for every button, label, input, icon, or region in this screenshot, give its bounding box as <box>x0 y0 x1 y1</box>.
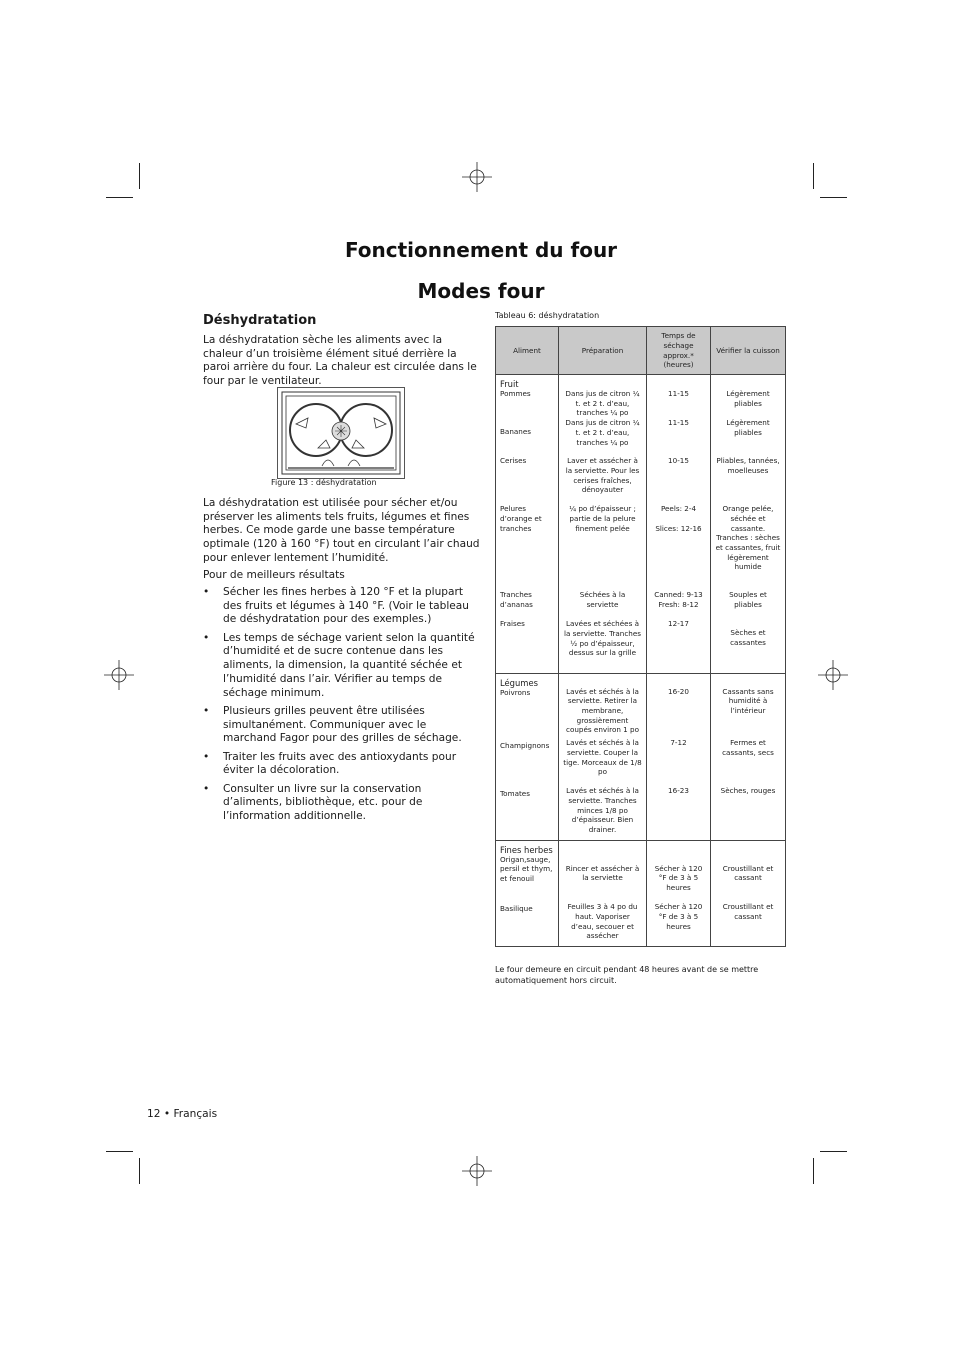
crop-mark <box>139 163 140 189</box>
food-cell: Tranches d’ananas <box>496 590 559 619</box>
prep-cell: Laver et assécher à la serviette. Pour les cerises fraîches, dénoyauter <box>559 456 647 504</box>
check-cell: Cassants sans humidité à l’intérieur <box>711 673 786 738</box>
crop-mark <box>106 197 133 198</box>
check-cell: Fermes et cassants, secs <box>711 738 786 786</box>
column-header: Vérifier la cuisson <box>711 327 786 375</box>
check-cell: Légèrement pliables <box>711 375 786 419</box>
check-cell: Croustillant et cassant <box>711 840 786 902</box>
group-title: Fruit <box>500 379 519 389</box>
time-cell: 7-12 <box>647 738 711 786</box>
check-cell: Orange pelée, séchée et cassante. Tranches : sèches et cassantes, fruit légèrement humide <box>711 504 786 590</box>
time-cell: Canned: 9-13 Fresh: 8-12 <box>647 590 711 619</box>
check-cell: Sèches et cassantes <box>711 619 786 673</box>
prep-cell: Dans jus de citron ¼ t. et 2 t. d’eau, tranches ¼ po <box>559 418 647 456</box>
table-row <box>496 456 786 504</box>
tips-heading: Pour de meilleurs résultats <box>203 569 345 581</box>
dehydration-table <box>495 326 786 947</box>
crop-mark <box>813 1158 814 1184</box>
food-cell: Fraises <box>496 619 559 673</box>
crop-mark <box>139 1158 140 1184</box>
table-row <box>496 786 786 840</box>
intro-paragraph: La déshydratation sèche les aliments avec la chaleur d’un troisième élément situé derrière la paroi arrière du four. La chaleur est circulée dans le four par le ventilateur. <box>203 334 477 388</box>
prep-cell: Feuilles 3 à 4 po du haut. Vaporiser d’eau, secouer et assécher <box>559 902 647 946</box>
time-cell: 12-17 <box>647 619 711 673</box>
dehydration-figure <box>277 387 405 479</box>
page-number: 12 • Français <box>147 1108 218 1120</box>
page-subtitle: Modes four <box>417 279 545 303</box>
food-cell: Pommes <box>500 389 531 398</box>
registration-mark-icon <box>462 1156 492 1186</box>
registration-mark-icon <box>818 660 848 690</box>
section-heading: Déshydratation <box>203 313 317 328</box>
crop-mark <box>820 1151 847 1152</box>
time-cell: Sécher à 120 °F de 3 à 5 heures <box>647 840 711 902</box>
table-row <box>496 673 786 738</box>
column-header: Préparation <box>559 327 647 375</box>
column-header: Temps de séchage approx.* (heures) <box>647 327 711 375</box>
table-row <box>496 902 786 946</box>
food-cell: Tomates <box>496 786 559 840</box>
crop-mark <box>106 1151 133 1152</box>
table-row <box>496 738 786 786</box>
body-paragraph: La déshydratation est utilisée pour sécher et/ou préserver les aliments tels fruits, légumes et fines herbes. Ce mode garde une basse température optimale (120 à 160 °F) tout en circulant l’air chaud pour enlever lentement l’humidité. <box>203 497 480 564</box>
table-row <box>496 590 786 619</box>
crop-mark <box>813 163 814 189</box>
time-cell: 11-15 <box>647 418 711 456</box>
prep-cell: ¼ po d’épaisseur ; partie de la pelure finement pelée <box>559 504 647 590</box>
food-cell: Cerises <box>496 456 559 504</box>
list-item: • Les temps de séchage varient selon la quantité d’humidité et de sucre contenue dans les aliments, la dimension, la quantité séchée et l’humidité dans l’air. Vérifier au temps de séchage minimum. <box>203 632 481 701</box>
prep-cell: Lavés et séchés à la serviette. Couper la tige. Morceaux de 1/8 po <box>559 738 647 786</box>
check-cell: Légèrement pliables <box>711 418 786 456</box>
prep-cell: Lavés et séchés à la serviette. Tranches minces 1/8 po d’épaisseur. Bien drainer. <box>559 786 647 840</box>
crop-mark <box>820 197 847 198</box>
food-cell: Origan,sauge, persil et thym, et fenouil <box>500 854 553 884</box>
time-cell: Peels: 2-4 Slices: 12-16 <box>647 504 711 590</box>
page-title: Fonctionnement du four <box>344 238 618 262</box>
registration-mark-icon <box>462 162 492 192</box>
check-cell: Croustillant et cassant <box>711 902 786 946</box>
table-header-row <box>496 327 786 375</box>
table-footnote: Le four demeure en circuit pendant 48 heures avant de se mettre automatiquement hors circuit. <box>495 965 759 985</box>
time-cell: 11-15 <box>647 375 711 419</box>
prep-cell: Lavées et séchées à la serviette. Tranches ½ po d’épaisseur, dessus sur la grille <box>559 619 647 673</box>
group-title: Légumes <box>500 677 538 688</box>
list-item: • Sécher les fines herbes à 120 °F et la plupart des fruits et légumes à 140 °F. (Voir le tableau de déshydratation pour des exemples.) <box>203 586 481 627</box>
food-cell: Bananes <box>496 418 559 456</box>
food-cell: Champignons <box>496 738 559 786</box>
group-title: Fines herbes <box>500 844 553 855</box>
list-item: • Consulter un livre sur la conservation d’aliments, bibliothèque, etc. pour de l’information additionnelle. <box>203 783 481 824</box>
table-row <box>496 418 786 456</box>
prep-cell: Lavés et séchés à la serviette. Retirer la membrane, grossièrement coupés environ 1 po <box>559 673 647 738</box>
tips-list <box>203 586 481 828</box>
list-item: • Traiter les fruits avec des antioxydants pour éviter la décoloration. <box>203 751 481 778</box>
food-cell: Basilique <box>496 902 559 946</box>
prep-cell: Dans jus de citron ¼ t. et 2 t. d’eau, tranches ¼ po <box>559 375 647 419</box>
time-cell: 16-20 <box>647 673 711 738</box>
list-item: • Plusieurs grilles peuvent être utilisées simultanément. Communiquer avec le marchand Fagor pour des grilles de séchage. <box>203 705 481 746</box>
time-cell: Sécher à 120 °F de 3 à 5 heures <box>647 902 711 946</box>
table-caption: Tableau 6: déshydratation <box>495 311 600 320</box>
check-cell: Sèches, rouges <box>711 786 786 840</box>
food-cell: Poivrons <box>500 687 531 697</box>
prep-cell: Séchées à la serviette <box>559 590 647 619</box>
table-row <box>496 619 786 673</box>
column-header: Aliment <box>496 327 559 375</box>
table-row <box>496 375 786 419</box>
table-row <box>496 840 786 902</box>
food-cell: Pelures d’orange et tranches <box>496 504 559 590</box>
prep-cell: Rincer et assécher à la serviette <box>559 840 647 902</box>
figure-caption: Figure 13 : déshydratation <box>271 478 377 487</box>
registration-mark-icon <box>104 660 134 690</box>
time-cell: 10-15 <box>647 456 711 504</box>
check-cell: Pliables, tannées, moelleuses <box>711 456 786 504</box>
check-cell: Souples et pliables <box>711 590 786 619</box>
time-cell: 16-23 <box>647 786 711 840</box>
oven-fan-diagram-icon <box>278 388 404 478</box>
table-row <box>496 504 786 590</box>
